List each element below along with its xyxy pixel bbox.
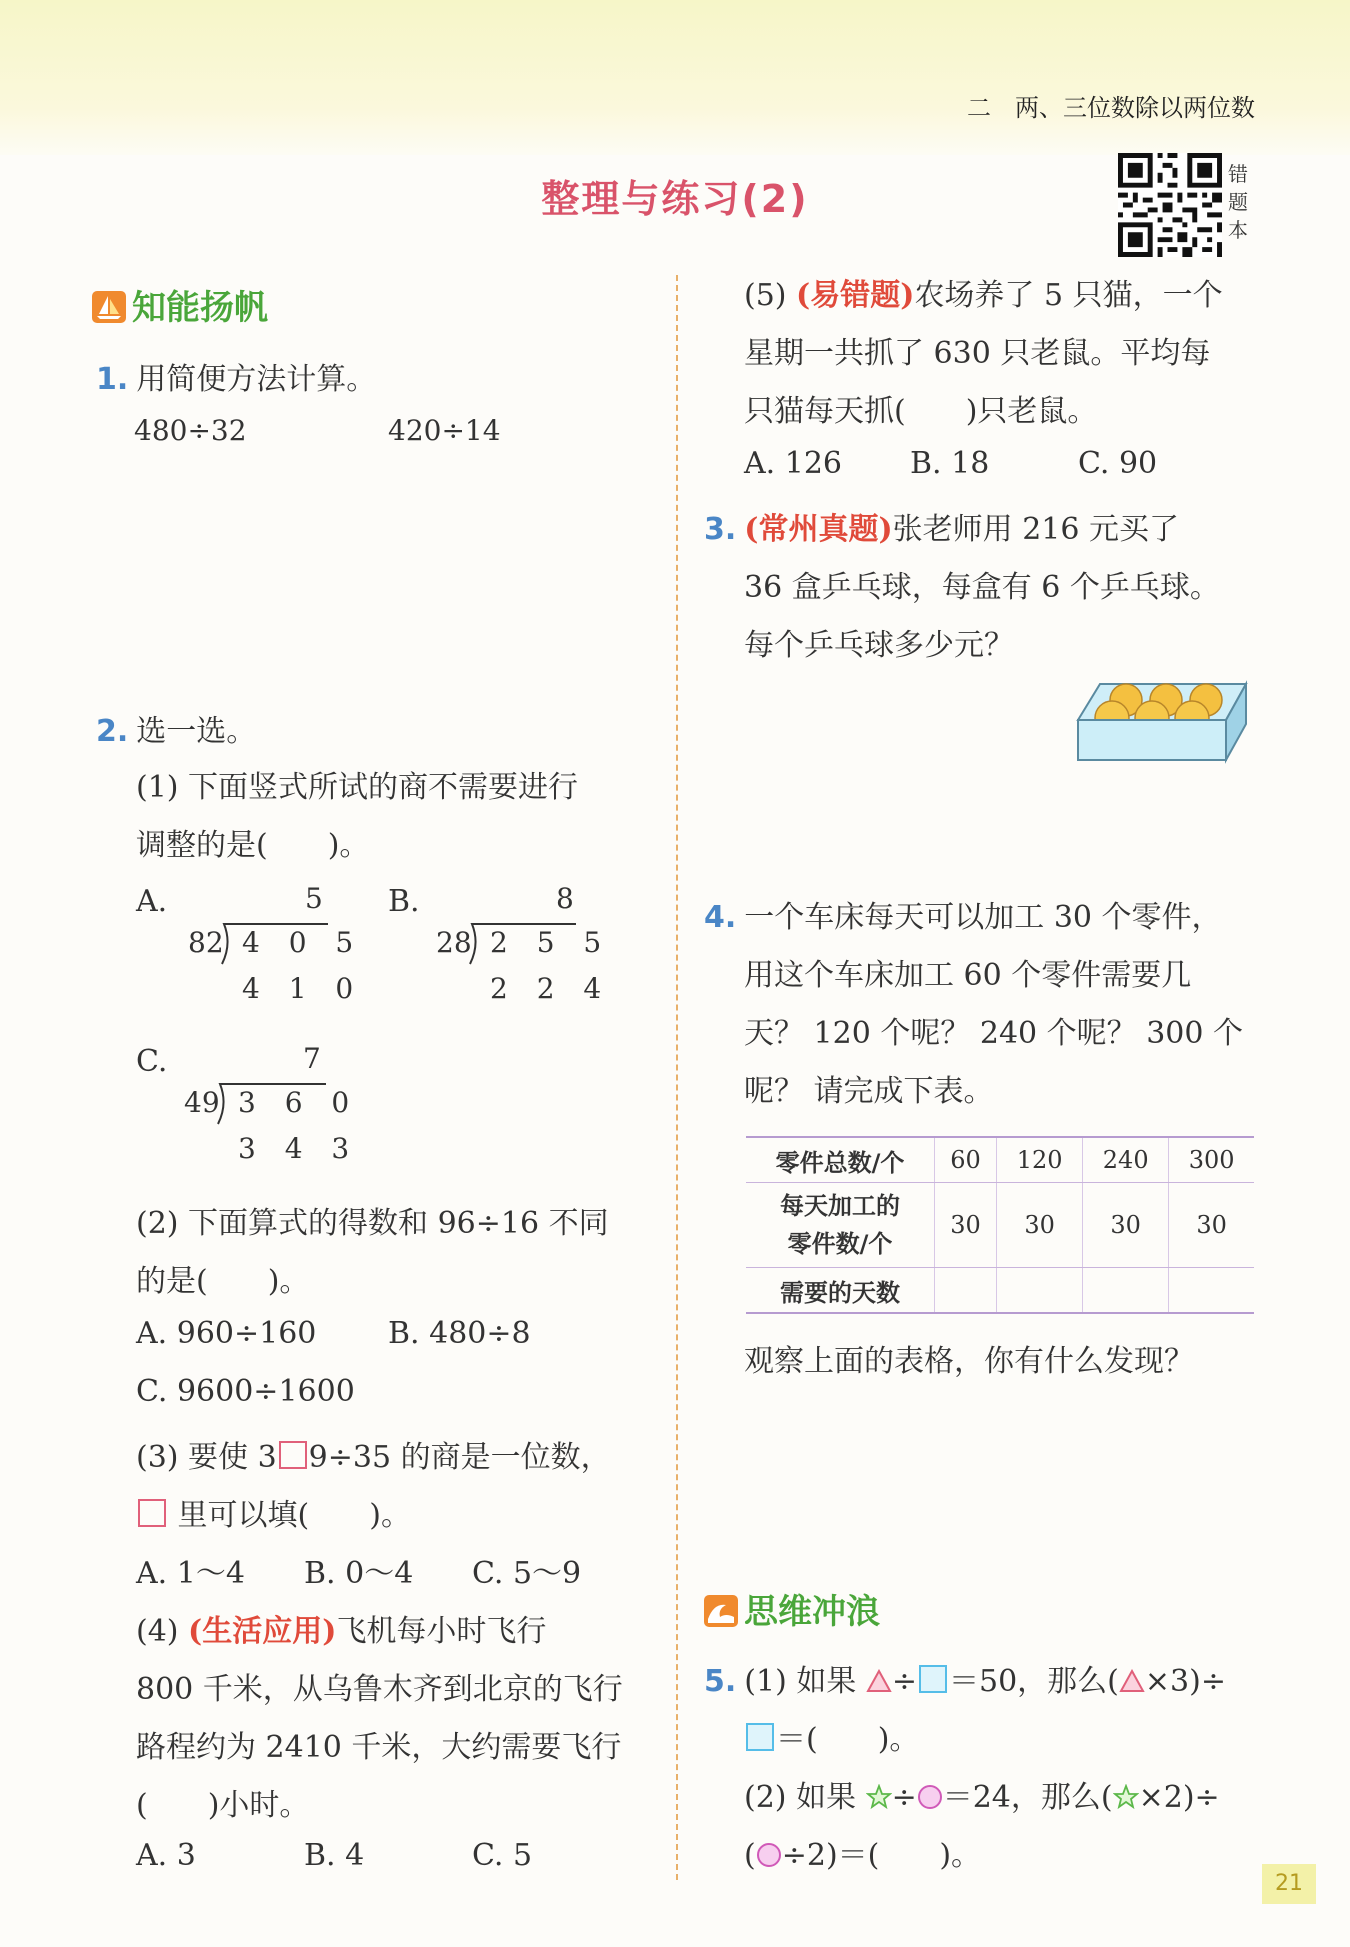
question-number: 5. [704, 1664, 737, 1699]
circle-icon [917, 1784, 943, 1810]
q2-part5-option-a[interactable]: A. 126 [744, 446, 842, 481]
option-c-quotient: 7 [303, 1042, 321, 1075]
option-a-dividend: 4 0 5 [242, 926, 364, 959]
table-cell: 30 [1083, 1183, 1169, 1268]
q2-part4-line2: 800 千米，从乌鲁木齐到北京的飞行 [136, 1672, 623, 1707]
qr-label: 错题本 [1228, 162, 1248, 242]
q2-part2-line1: (2) 下面算式的得数和 96÷16 不同 [136, 1206, 609, 1241]
q2-part4-line1 [136, 1606, 546, 1650]
q2-part5-option-b[interactable]: B. 18 [910, 446, 990, 481]
row-header [746, 1183, 935, 1268]
table-row [746, 1137, 1254, 1183]
option-b-divisor: 28 [436, 926, 472, 959]
header-band [0, 0, 1350, 155]
tag-error-prone: (易错题) [796, 278, 915, 313]
tag-exam: (常州真题) [744, 512, 893, 547]
q2-part3-line1 [136, 1432, 611, 1476]
q2-part2-line2: 的是( )。 [136, 1264, 310, 1299]
q2-part2-option-a[interactable]: A. 960÷160 [136, 1316, 317, 1351]
q3-line2: 36 盒乒乓球，每盒有 6 个乒乓球。 [744, 570, 1220, 605]
text: ÷2)＝( )。 [781, 1838, 982, 1873]
q4-observe: 观察上面的表格，你有什么发现？ [744, 1344, 1194, 1379]
question-5-part2 [744, 1772, 1220, 1816]
q2-part3-option-c[interactable]: C. 5～9 [472, 1556, 582, 1591]
question-3 [704, 504, 1179, 548]
q2-part1-line1: (1) 下面竖式所试的商不需要进行 [136, 770, 579, 805]
text: (5) [744, 278, 787, 313]
answer-cell[interactable] [935, 1268, 997, 1314]
table-cell: 300 [1169, 1137, 1254, 1183]
square-icon [746, 1723, 774, 1751]
text: ( [744, 1838, 756, 1873]
question-5-part1-line2 [744, 1714, 919, 1758]
option-c-label[interactable]: C. [136, 1044, 168, 1079]
table-cell: 30 [935, 1183, 997, 1268]
circle-icon [756, 1842, 782, 1868]
q4-line3: 天？ 120 个呢？ 240 个呢？ 300 个 [744, 1016, 1243, 1051]
text: ＝24，那么( [942, 1780, 1113, 1815]
q4-line4: 呢？ 请完成下表。 [744, 1074, 994, 1109]
table-cell: 60 [935, 1137, 997, 1183]
answer-cell[interactable] [1169, 1268, 1254, 1314]
text: 里可以填( )。 [177, 1498, 411, 1533]
q2-part4-option-a[interactable]: A. 3 [136, 1838, 196, 1873]
text: 农场养了 5 只猫，一个 [914, 278, 1223, 313]
q2-part4-line4: ( )小时。 [136, 1788, 310, 1823]
table-cell: 30 [1169, 1183, 1254, 1268]
section-knowledge [92, 280, 268, 329]
q2-part3-option-a[interactable]: A. 1～4 [136, 1556, 245, 1591]
star-icon [866, 1784, 892, 1810]
q2-part5-option-c[interactable]: C. 90 [1078, 446, 1158, 481]
option-a-divisor: 82 [188, 926, 224, 959]
text: 零件数/个 [787, 1230, 893, 1258]
question-number: 1. [96, 362, 129, 397]
chapter-title: 二 两、三位数除以两位数 [967, 94, 1255, 122]
option-a-product: 4 1 0 [242, 972, 364, 1005]
square-icon [919, 1665, 947, 1693]
table-cell: 240 [1083, 1137, 1169, 1183]
qr-code-icon[interactable] [1118, 153, 1222, 257]
question-2 [96, 706, 256, 750]
option-c-divisor: 49 [184, 1086, 220, 1119]
q2-part3-line2 [136, 1490, 411, 1534]
q2-part1-line2: 调整的是( )。 [136, 828, 370, 863]
q2-part4-option-b[interactable]: B. 4 [304, 1838, 365, 1873]
q3-line3: 每个乒乓球多少元？ [744, 628, 1014, 663]
option-b-dividend: 2 5 5 [490, 926, 612, 959]
triangle-icon [866, 1669, 892, 1693]
wave-icon [704, 1595, 738, 1627]
text: ×3)÷ [1144, 1664, 1226, 1699]
question-text: 选一选。 [136, 714, 257, 749]
option-b-product: 2 2 4 [490, 972, 612, 1005]
triangle-icon [1119, 1669, 1145, 1693]
table-row [746, 1268, 1254, 1314]
option-c-dividend: 3 6 0 [238, 1086, 360, 1119]
question-1 [96, 354, 376, 398]
sailboat-icon [92, 291, 126, 323]
table-row [746, 1183, 1254, 1268]
q2-part4-option-c[interactable]: C. 5 [472, 1838, 533, 1873]
q4-line2: 用这个车床加工 60 个零件需要几 [744, 958, 1192, 993]
q2-part4-line3: 路程约为 2410 千米，大约需要飞行 [136, 1730, 622, 1765]
text: 一个车床每天可以加工 30 个零件， [744, 900, 1222, 935]
option-b-quotient: 8 [556, 882, 574, 915]
question-number: 4. [704, 900, 737, 935]
text: ÷ [891, 1780, 917, 1815]
section-title: 知能扬帆 [132, 288, 268, 328]
text: 张老师用 216 元买了 [892, 512, 1180, 547]
q2-part5-line3: 只猫每天抓( )只老鼠。 [744, 394, 1098, 429]
table-cell: 120 [997, 1137, 1083, 1183]
question-number: 2. [96, 714, 129, 749]
text: 飞机每小时飞行 [336, 1614, 547, 1649]
text: (2) 如果 [744, 1780, 857, 1815]
option-a-label[interactable]: A. [136, 884, 168, 919]
q2-part2-option-c[interactable]: C. 9600÷1600 [136, 1374, 355, 1409]
text: ＝50，那么( [949, 1664, 1119, 1699]
q2-part5-line2: 星期一共抓了 630 只老鼠。平均每 [744, 336, 1211, 371]
text: ＝( )。 [776, 1722, 920, 1757]
parts-table [746, 1136, 1254, 1314]
question-5-part1 [704, 1656, 1226, 1700]
text: 9÷35 的商是一位数， [308, 1440, 611, 1475]
row-header: 需要的天数 [746, 1268, 935, 1314]
option-c-product: 3 4 3 [238, 1132, 360, 1165]
text: ×2)÷ [1138, 1780, 1220, 1815]
question-text: 用简便方法计算。 [136, 362, 377, 397]
section-title: 思维冲浪 [744, 1592, 880, 1632]
text: (3) 要使 3 [136, 1440, 277, 1475]
section-thinking [704, 1584, 880, 1633]
blank-box-icon[interactable] [279, 1441, 307, 1469]
column-divider [676, 275, 678, 1880]
page-title: 整理与练习(2) [541, 177, 809, 221]
page-number: 21 [1262, 1864, 1316, 1904]
table-cell: 30 [997, 1183, 1083, 1268]
text: (1) 如果 [744, 1664, 857, 1699]
text: (4) [136, 1614, 179, 1649]
question-4 [704, 892, 1222, 936]
text: ÷ [891, 1664, 917, 1699]
answer-cell[interactable] [1083, 1268, 1169, 1314]
row-header: 零件总数/个 [746, 1137, 935, 1183]
ping-pong-box-icon [1076, 678, 1248, 764]
tag-life: (生活应用) [188, 1614, 337, 1649]
q2-part5-line1 [744, 270, 1223, 314]
blank-box-icon [138, 1499, 166, 1527]
expression-b: 420÷14 [388, 414, 501, 447]
question-number: 3. [704, 512, 737, 547]
question-5-part2-line2 [744, 1830, 981, 1874]
text: 每天加工的 [780, 1192, 900, 1220]
answer-cell[interactable] [997, 1268, 1083, 1314]
star-icon [1113, 1784, 1139, 1810]
option-b-label[interactable]: B. [388, 884, 420, 919]
option-a-quotient: 5 [305, 882, 323, 915]
q2-part2-option-b[interactable]: B. 480÷8 [388, 1316, 531, 1351]
q2-part3-option-b[interactable]: B. 0～4 [304, 1556, 414, 1591]
expression-a: 480÷32 [134, 414, 247, 447]
